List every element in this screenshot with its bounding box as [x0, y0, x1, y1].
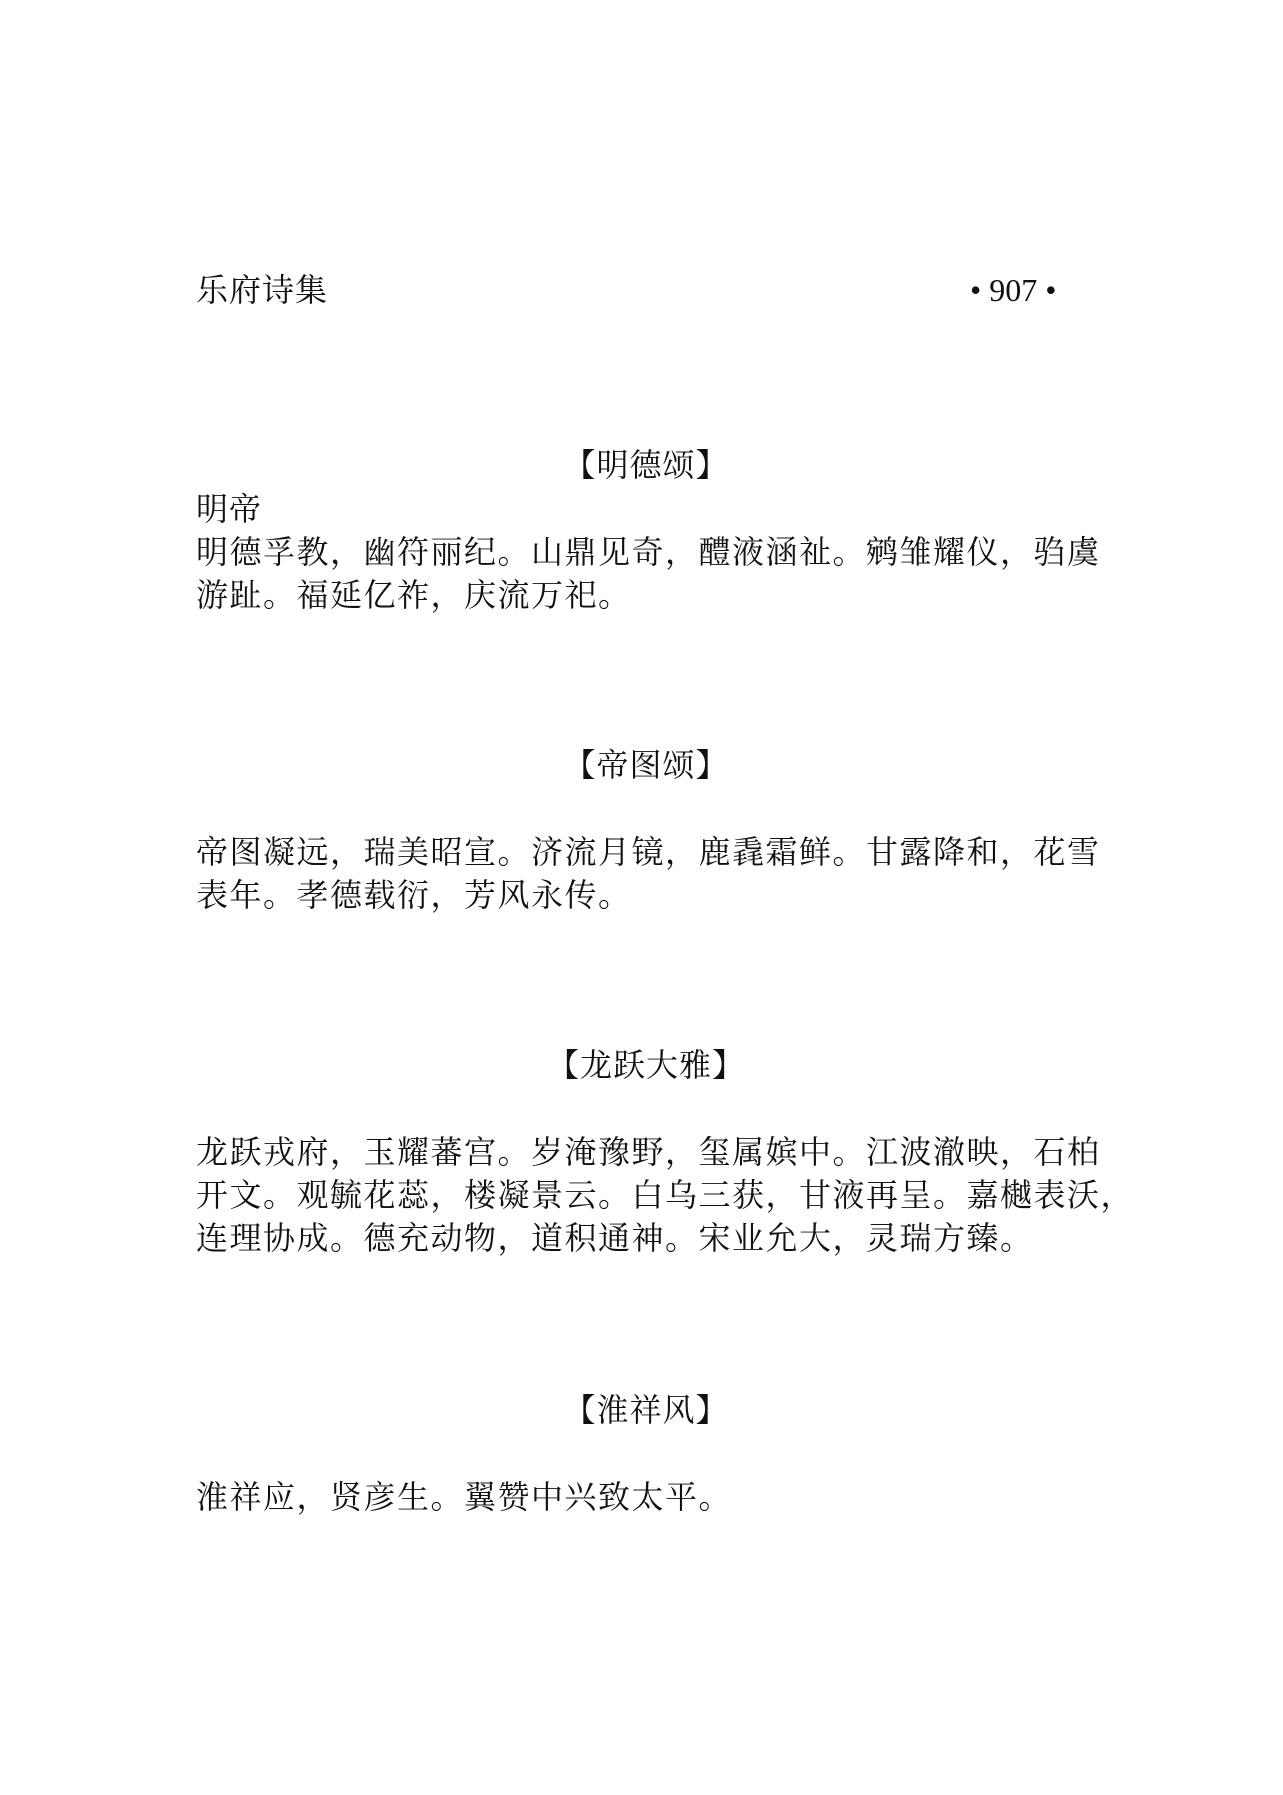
poem-title: 【帝图颂】 — [563, 746, 729, 784]
poem-line: 连理协成。德充动物，道积通神。宋业允大，灵瑞方臻。 — [196, 1219, 1034, 1257]
poem-author: 明帝 — [196, 490, 263, 528]
poem-line: 淮祥应，贤彦生。翼赞中兴致太平。 — [196, 1478, 733, 1516]
poem-section — [196, 1045, 1135, 1260]
poem-section — [196, 1390, 1096, 1519]
poem-section — [196, 445, 1101, 617]
poem-body — [196, 1476, 1096, 1519]
page-number: • 907 • — [970, 272, 1057, 308]
poem-title: 【淮祥风】 — [563, 1391, 729, 1429]
poem-line: 帝图凝远，瑞美昭宣。济流月镜，鹿毳霜鲜。甘露降和，花雪 — [196, 833, 1101, 871]
poem-line: 表年。孝德载衍，芳风永传。 — [196, 876, 632, 914]
poem-line: 开文。观毓花蕊，楼凝景云。白乌三获，甘液再呈。嘉樾表沃， — [196, 1176, 1135, 1214]
poem-body — [196, 1131, 1135, 1260]
running-header-title: 乐府诗集 — [196, 271, 329, 309]
poem-body — [196, 831, 1101, 917]
poem-body — [196, 531, 1101, 617]
poem-line: 游趾。福延亿祚，庆流万祀。 — [196, 576, 632, 614]
poem-line: 龙跃戎府，玉耀蕃宫。岁淹豫野，玺属嫔中。江波澈映，石柏 — [196, 1133, 1101, 1171]
poem-title: 【龙跃大雅】 — [546, 1046, 745, 1084]
poem-title: 【明德颂】 — [563, 446, 729, 484]
poem-line: 明德孚教，幽符丽纪。山鼎见奇，醴液涵祉。鹓雏耀仪，驺虞 — [196, 533, 1101, 571]
poem-section — [196, 745, 1101, 917]
